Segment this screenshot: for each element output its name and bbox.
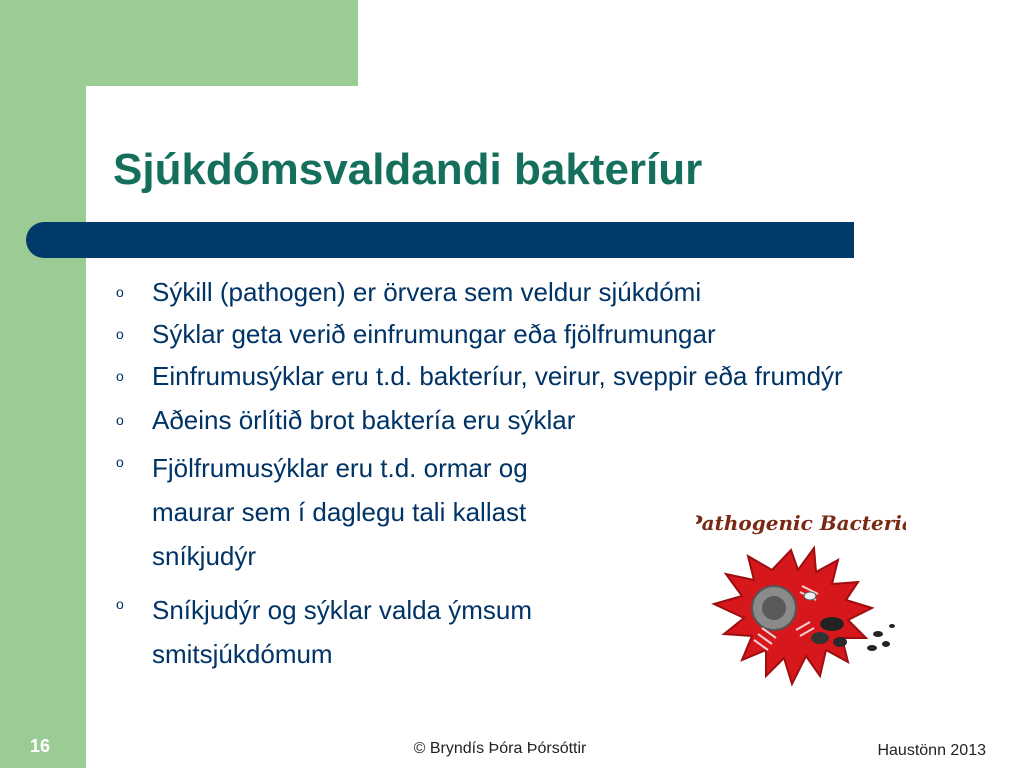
- bullet-text: [152, 588, 662, 676]
- title-underline-bar: [26, 222, 854, 258]
- green-top-band: [0, 0, 358, 86]
- bullet-marker: o: [116, 326, 124, 342]
- bullet-item: [116, 318, 906, 350]
- bullet-text: Aðeins örlítið brot baktería eru sýklar: [152, 405, 576, 435]
- bullet-marker: o: [116, 368, 124, 384]
- green-side-band: [0, 0, 86, 768]
- bullet-line: Fjölfrumusýklar eru t.d. ormar og: [152, 453, 528, 483]
- bullet-text: Sýkill (pathogen) er örvera sem veldur sjúkdómi: [152, 277, 702, 307]
- bullet-item: [116, 360, 906, 392]
- bullet-line: smitsjúkdómum: [152, 639, 333, 669]
- illustration-caption: Pathogenic Bacteria: [696, 511, 906, 535]
- footer-author: © Bryndís Þóra Þórsóttir: [413, 740, 587, 757]
- slide-number: 16: [30, 736, 51, 756]
- bullet-marker: o: [116, 412, 124, 428]
- footer-term: Haustönn 2013: [877, 742, 986, 759]
- slide-title: Sjúkdómsvaldandi bakteríur: [113, 145, 703, 194]
- bullet-item: [116, 404, 906, 436]
- bullet-text: Sýklar geta verið einfrumungar eða fjölfrumungar: [152, 319, 716, 349]
- bacteria-illustration-icon: [696, 500, 906, 696]
- bullet-marker: o: [116, 596, 124, 612]
- bullet-line: sníkjudýr: [152, 541, 257, 571]
- bullet-line: Sníkjudýr og sýklar valda ýmsum: [152, 595, 533, 625]
- bullet-marker: o: [116, 454, 124, 470]
- bullet-line: maurar sem í daglegu tali kallast: [152, 497, 527, 527]
- bullet-marker: o: [116, 284, 124, 300]
- pathogenic-bacteria-image: [696, 500, 906, 696]
- bullet-text: Einfrumusýklar eru t.d. bakteríur, veirur, sveppir eða frumdýr: [152, 361, 843, 391]
- bullet-text: [152, 446, 662, 578]
- bullet-item: [116, 276, 906, 308]
